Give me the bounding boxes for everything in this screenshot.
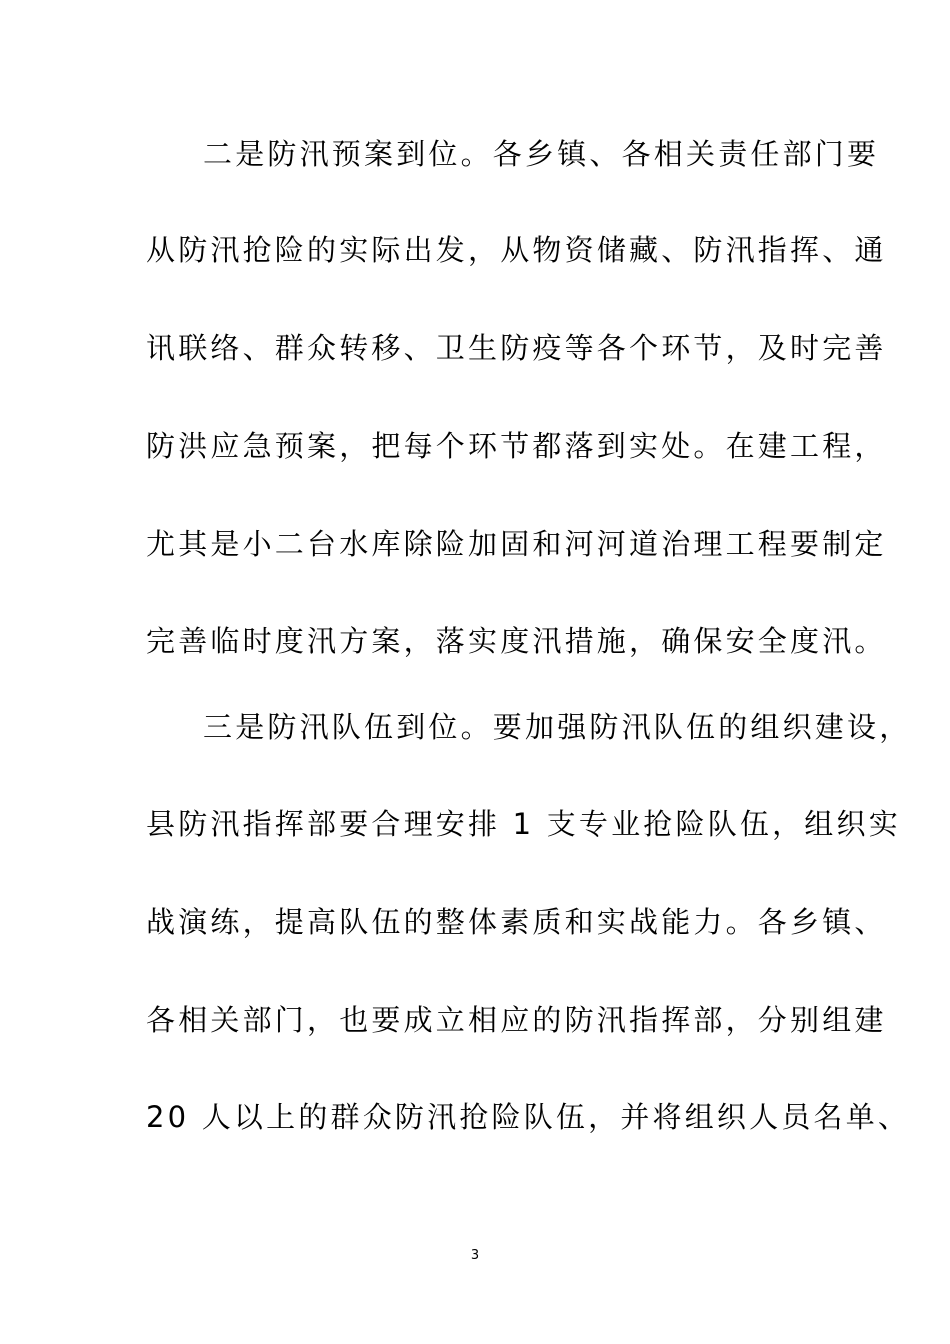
- paragraph-line: 尤其是小二台水库除险加固和河河道治理工程要制定: [146, 527, 887, 561]
- page-number: 3: [470, 1248, 480, 1263]
- paragraph-line: 从防汛抢险的实际出发，从物资储藏、防汛指挥、通: [146, 233, 887, 267]
- paragraph-line: 各相关部门，也要成立相应的防汛指挥部，分别组建: [146, 1003, 887, 1037]
- paragraph-line: 讯联络、群众转移、卫生防疫等各个环节，及时完善: [146, 331, 887, 365]
- paragraph-line: 战演练，提高队伍的整体素质和实战能力。各乡镇、: [146, 905, 887, 939]
- paragraph-line: 三是防汛队伍到位。要加强防汛队伍的组织建设，: [203, 710, 912, 744]
- paragraph-line: 县防汛指挥部要合理安排 1 支专业抢险队伍，组织实: [146, 807, 901, 841]
- paragraph-line: 完善临时度汛方案，落实度汛措施，确保安全度汛。: [146, 624, 887, 658]
- paragraph-line: 二是防汛预案到位。各乡镇、各相关责任部门要: [203, 137, 880, 171]
- paragraph-line: 20 人以上的群众防汛抢险队伍，并将组织人员名单、: [146, 1100, 911, 1134]
- paragraph-line: 防洪应急预案，把每个环节都落到实处。在建工程，: [146, 429, 887, 463]
